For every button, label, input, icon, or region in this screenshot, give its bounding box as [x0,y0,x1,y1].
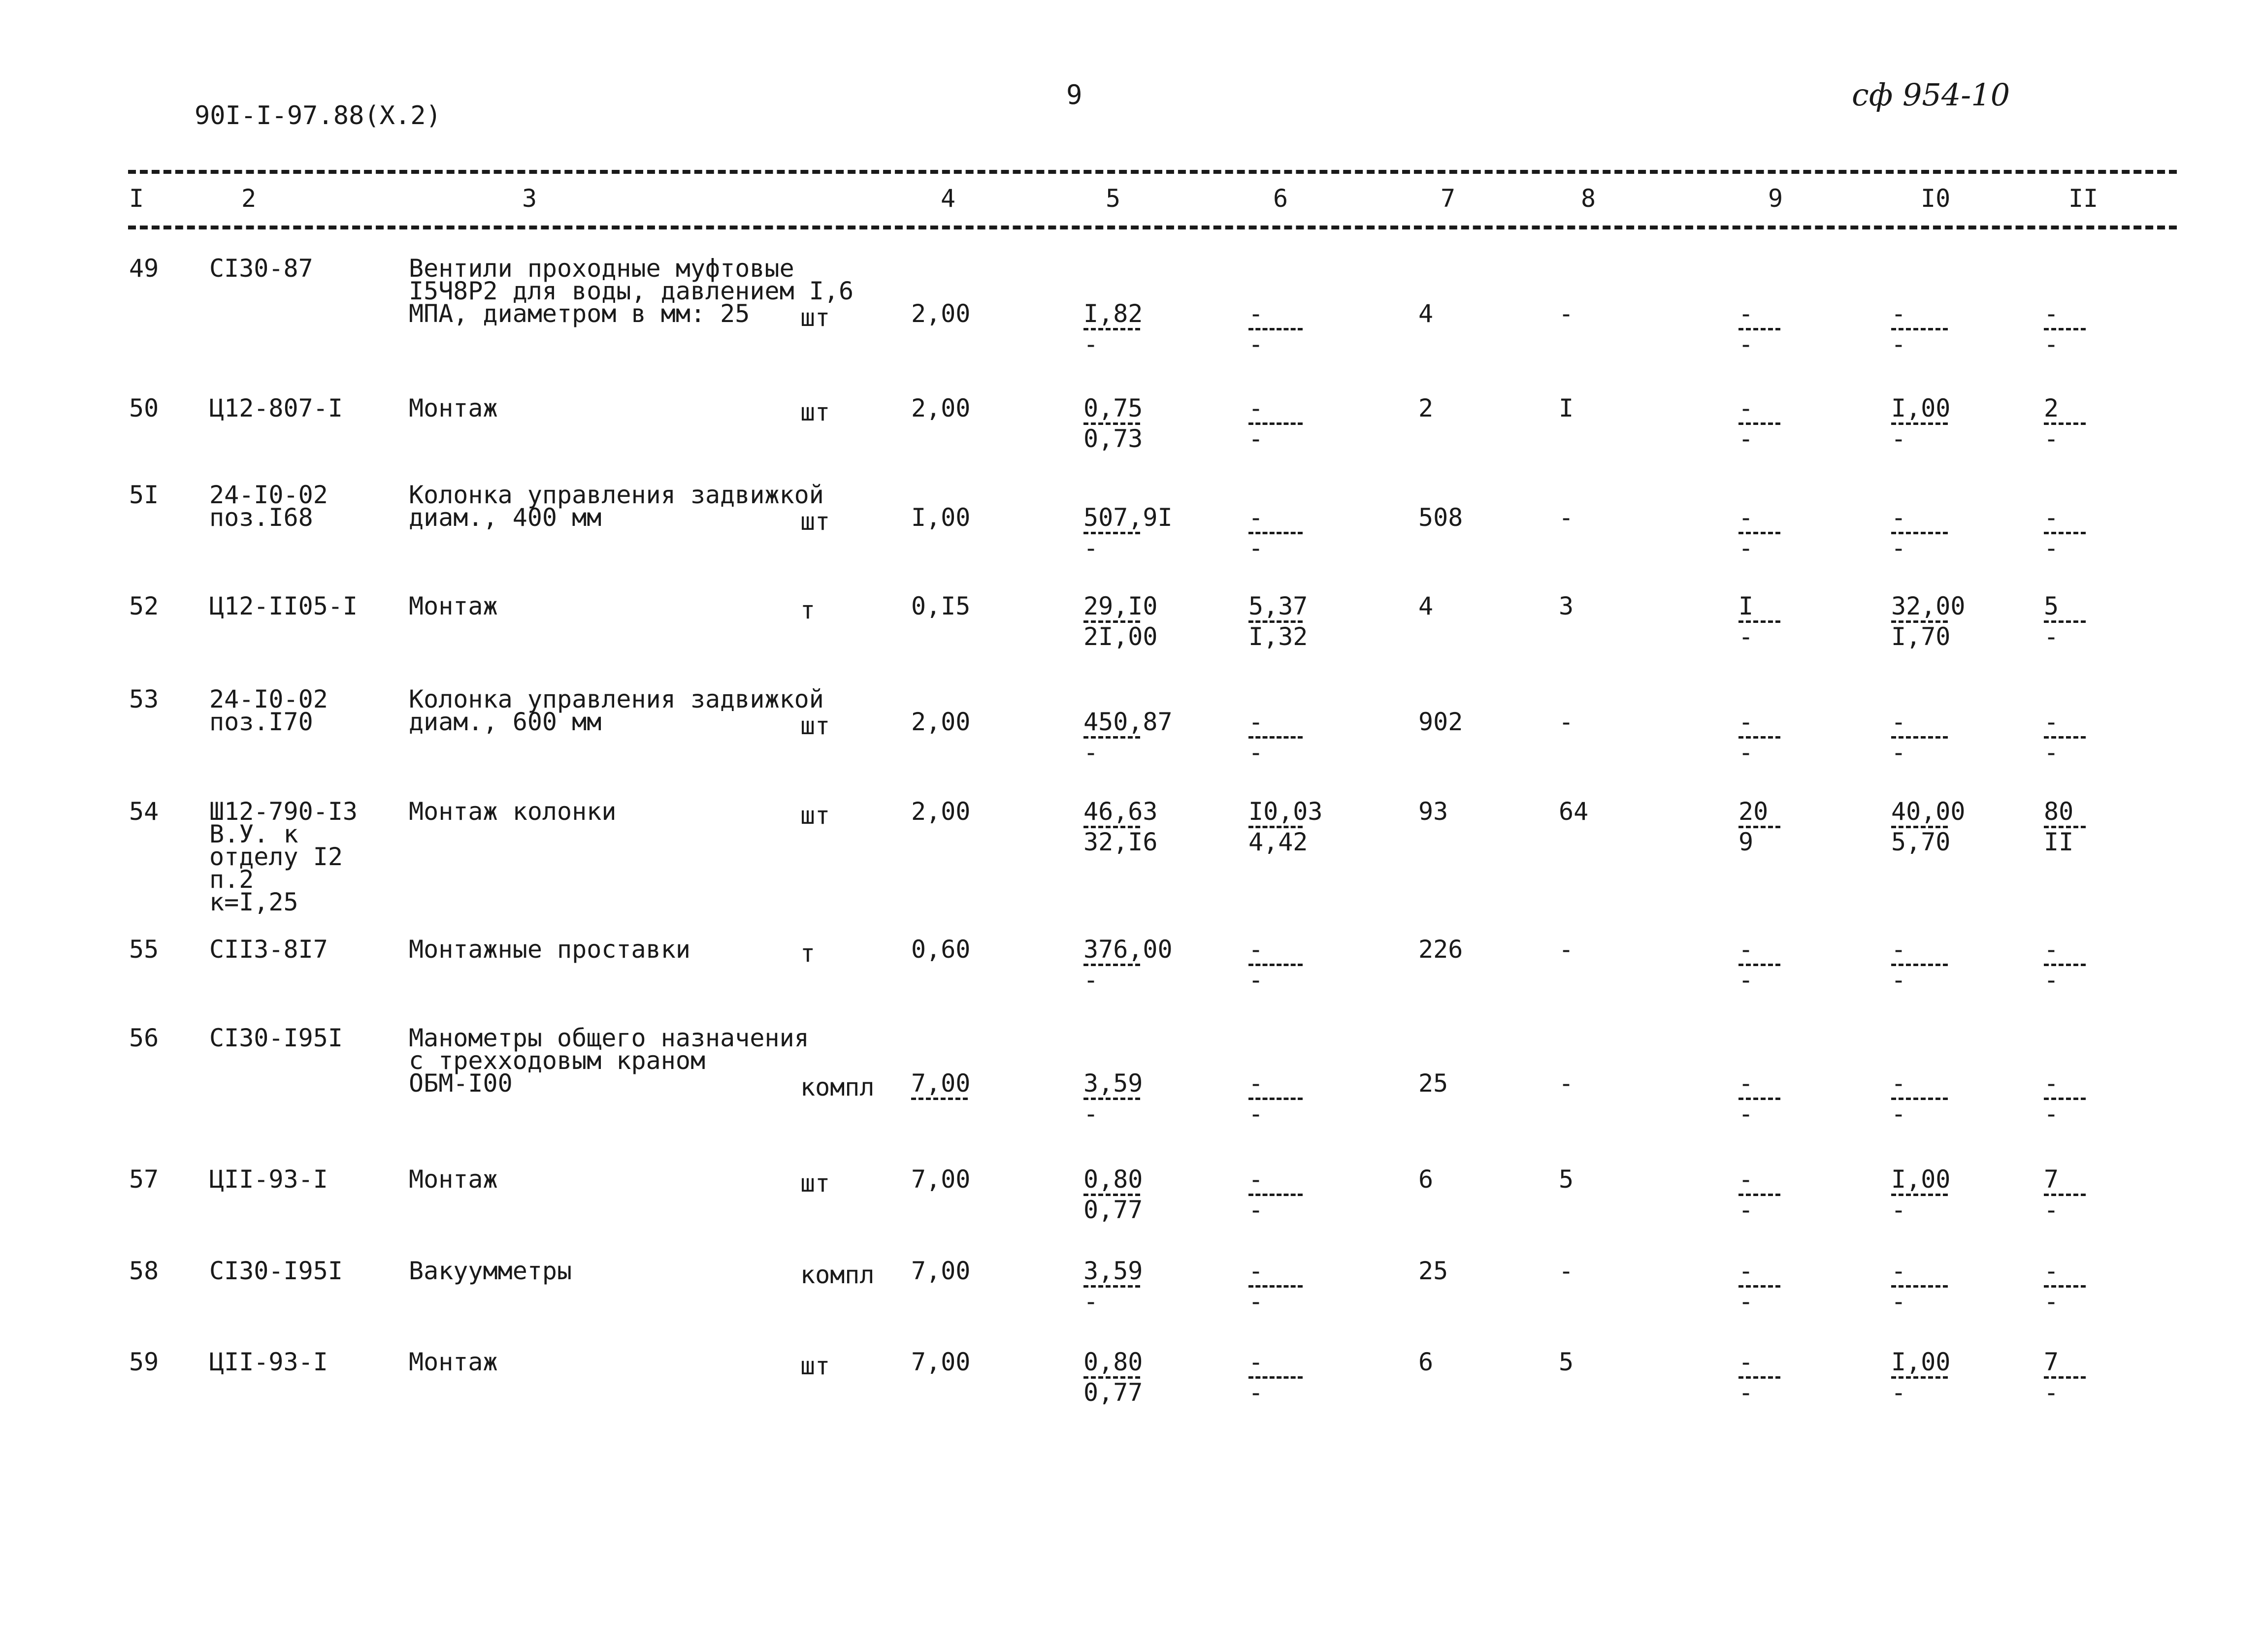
rate-code: 24-I0-02 [209,481,328,509]
value-c5-top: 46,63 [1083,797,1158,826]
work-description: диам., 600 мм [409,708,602,736]
value-c10-bottom: - [1891,1100,1906,1128]
row-number: 54 [129,797,159,826]
value-c5-bottom: 0,73 [1083,424,1143,453]
value-c6-top: - [1248,1069,1264,1098]
value-c5-top: 0,80 [1083,1165,1143,1194]
column-header-1: I [129,184,144,213]
value-c11-top: 7 [2044,1165,2059,1194]
quantity: 0,60 [911,935,971,964]
quantity: 2,00 [911,299,971,328]
value-c5-bottom: 0,77 [1083,1196,1143,1224]
value-c8: 5 [1559,1165,1574,1194]
value-c6-bottom: I,32 [1248,622,1308,651]
value-c10-top: - [1891,1257,1906,1285]
value-c8: 64 [1559,797,1589,826]
value-c8: I [1559,394,1574,422]
value-c10-top: - [1891,503,1906,532]
value-c5-bottom: - [1083,1100,1099,1128]
work-description: Колонка управления задвижкой [409,685,824,713]
rate-code: Ш12-790-I3 [209,797,358,826]
value-c5-bottom: - [1083,966,1099,994]
value-c5-bottom: 2I,00 [1083,622,1158,651]
column-header-6: 6 [1273,184,1288,213]
value-c11-top: 2 [2044,394,2059,422]
work-description: Монтаж [409,1165,498,1194]
value-c9-top: - [1738,1348,1754,1376]
unit-of-measure: шт [800,1352,830,1380]
rate-code: ЦII-93-I [209,1348,328,1376]
row-number: 55 [129,935,159,964]
value-c11-top: - [2044,299,2059,328]
value-c7: 25 [1418,1257,1448,1285]
value-c11-top: 80 [2044,797,2074,826]
unit-of-measure: шт [800,712,830,740]
value-c7: 4 [1418,299,1434,328]
value-c9-bottom: - [1738,1196,1754,1224]
value-c11-top: - [2044,503,2059,532]
value-c9-top: - [1738,394,1754,422]
work-description: МПА, диаметром в мм: 25 [409,299,750,328]
work-description: Колонка управления задвижкой [409,481,824,509]
value-c9-top: I [1738,592,1754,620]
value-c5-top: 376,00 [1083,935,1173,964]
value-c7: 226 [1418,935,1463,964]
row-number: 5I [129,481,159,509]
value-c6-top: I0,03 [1248,797,1323,826]
work-description: ОБМ-I00 [409,1069,513,1098]
value-c8: 5 [1559,1348,1574,1376]
value-c9-top: 20 [1738,797,1769,826]
work-description: Монтажные проставки [409,935,690,964]
row-number: 56 [129,1024,159,1052]
value-c9-bottom: - [1738,1287,1754,1316]
value-c6-top: - [1248,935,1264,964]
value-c10-top: 32,00 [1891,592,1966,620]
value-c10-bottom: - [1891,424,1906,453]
quantity: 2,00 [911,708,971,736]
value-c5-top: 0,75 [1083,394,1143,422]
row-number: 52 [129,592,159,620]
value-c9-top: - [1738,1257,1754,1285]
value-c9-bottom: - [1738,738,1754,767]
column-header-11: II [2068,184,2099,213]
value-c6-bottom: - [1248,1378,1264,1407]
value-c5-bottom: - [1083,1287,1099,1316]
value-c10-bottom: 5,70 [1891,828,1951,856]
value-c9-top: - [1738,935,1754,964]
value-c5-top: 0,80 [1083,1348,1143,1376]
column-header-7: 7 [1441,184,1456,213]
value-c11-bottom: - [2044,966,2059,994]
value-c5-bottom: 32,I6 [1083,828,1158,856]
value-c10-top: I,00 [1891,394,1951,422]
value-c8: - [1559,935,1574,964]
value-c9-top: - [1738,1165,1754,1194]
value-c8: - [1559,1069,1574,1098]
value-c7: 2 [1418,394,1434,422]
quantity: 7,00 [911,1069,971,1098]
value-c10-bottom: - [1891,738,1906,767]
value-c6-bottom: - [1248,966,1264,994]
value-c7: 6 [1418,1348,1434,1376]
value-c11-top: 5 [2044,592,2059,620]
unit-of-measure: шт [800,801,830,830]
value-c6-top: - [1248,394,1264,422]
value-c11-bottom: - [2044,1196,2059,1224]
value-c11-bottom: - [2044,622,2059,651]
value-c5-top: 450,87 [1083,708,1173,736]
rate-code: п.2 [209,865,254,894]
value-c10-top: - [1891,1069,1906,1098]
rate-code: поз.I68 [209,503,313,532]
value-c11-bottom: - [2044,534,2059,562]
value-c6-top: - [1248,299,1264,328]
quantity: 7,00 [911,1348,971,1376]
value-c9-top: - [1738,299,1754,328]
value-c7: 25 [1418,1069,1448,1098]
unit-of-measure: шт [800,1169,830,1198]
value-c8: - [1559,299,1574,328]
rate-code: поз.I70 [209,708,313,736]
value-c7: 4 [1418,592,1434,620]
value-c5-bottom: - [1083,738,1099,767]
unit-of-measure: т [800,939,816,968]
rate-code: В.У. к [209,820,298,848]
value-c6-bottom: - [1248,1196,1264,1224]
column-header-10: I0 [1921,184,1951,213]
value-c9-top: - [1738,708,1754,736]
value-c11-top: - [2044,1257,2059,1285]
value-c6-bottom: 4,42 [1248,828,1308,856]
value-c5-top: I,82 [1083,299,1143,328]
value-c9-bottom: - [1738,534,1754,562]
value-c6-top: - [1248,1257,1264,1285]
value-c6-bottom: - [1248,1100,1264,1128]
value-c6-bottom: - [1248,330,1264,358]
value-c11-bottom: II [2044,828,2074,856]
value-c5-bottom: 0,77 [1083,1378,1143,1407]
value-c9-bottom: - [1738,424,1754,453]
rate-code: Ц12-807-I [209,394,343,422]
value-c9-top: - [1738,1069,1754,1098]
value-c6-top: - [1248,503,1264,532]
value-c8: - [1559,1257,1574,1285]
quantity: 2,00 [911,797,971,826]
quantity: 2,00 [911,394,971,422]
header-bottom-rule [128,226,2177,229]
value-c11-bottom: - [2044,1287,2059,1316]
value-c5-top: 507,9I [1083,503,1173,532]
rate-code: ЦII-93-I [209,1165,328,1194]
value-c6-bottom: - [1248,424,1264,453]
value-c10-top: I,00 [1891,1348,1951,1376]
value-c6-bottom: - [1248,1287,1264,1316]
value-c5-top: 29,I0 [1083,592,1158,620]
rate-code: к=I,25 [209,888,298,916]
rate-code: Ц12-II05-I [209,592,358,620]
value-c11-top: - [2044,1069,2059,1098]
value-c5-bottom: - [1083,330,1099,358]
row-number: 50 [129,394,159,422]
value-c10-bottom: - [1891,330,1906,358]
quantity-underline [911,1098,968,1100]
row-number: 49 [129,254,159,283]
handwritten-reference: сф 954-10 [1852,77,2010,113]
value-c10-bottom: - [1891,1196,1906,1224]
column-header-5: 5 [1106,184,1121,213]
value-c7: 93 [1418,797,1448,826]
value-c5-bottom: - [1083,534,1099,562]
value-c11-bottom: - [2044,1100,2059,1128]
work-description: Монтаж [409,1348,498,1376]
page-number: 9 [1066,79,1082,110]
unit-of-measure: компл [800,1073,875,1101]
value-c10-top: I,00 [1891,1165,1951,1194]
column-header-9: 9 [1768,184,1783,213]
rate-code: CI30-I95I [209,1024,343,1052]
value-c6-bottom: - [1248,534,1264,562]
value-c7: 6 [1418,1165,1434,1194]
unit-of-measure: шт [800,507,830,536]
quantity: 7,00 [911,1257,971,1285]
value-c10-top: - [1891,299,1906,328]
value-c8: 3 [1559,592,1574,620]
value-c11-bottom: - [2044,738,2059,767]
value-c11-bottom: - [2044,1378,2059,1407]
work-description: Вентили проходные муфтовые [409,254,794,283]
work-description: Вакуумметры [409,1257,572,1285]
value-c5-top: 3,59 [1083,1069,1143,1098]
unit-of-measure: т [800,596,816,624]
value-c10-top: 40,00 [1891,797,1966,826]
row-number: 57 [129,1165,159,1194]
value-c11-top: - [2044,708,2059,736]
work-description: Монтаж [409,592,498,620]
work-description: I5Ч8Р2 для воды, давлением I,6 [409,277,854,305]
value-c11-top: - [2044,935,2059,964]
work-description: с трехходовым краном [409,1046,706,1075]
value-c10-bottom: - [1891,1287,1906,1316]
value-c6-top: 5,37 [1248,592,1308,620]
value-c10-top: - [1891,935,1906,964]
value-c8: - [1559,708,1574,736]
row-number: 58 [129,1257,159,1285]
unit-of-measure: шт [800,398,830,426]
work-description: диам., 400 мм [409,503,602,532]
value-c9-bottom: - [1738,622,1754,651]
value-c9-top: - [1738,503,1754,532]
value-c10-bottom: - [1891,966,1906,994]
column-header-3: 3 [522,184,537,213]
value-c9-bottom: 9 [1738,828,1754,856]
work-description: Манометры общего назначения [409,1024,809,1052]
row-number: 53 [129,685,159,713]
quantity: 0,I5 [911,592,971,620]
value-c7: 902 [1418,708,1463,736]
value-c9-bottom: - [1738,1378,1754,1407]
value-c10-bottom: - [1891,534,1906,562]
value-c11-top: 7 [2044,1348,2059,1376]
value-c6-bottom: - [1248,738,1264,767]
value-c9-bottom: - [1738,1100,1754,1128]
value-c9-bottom: - [1738,966,1754,994]
value-c11-bottom: - [2044,424,2059,453]
value-c6-top: - [1248,1348,1264,1376]
value-c9-bottom: - [1738,330,1754,358]
value-c6-top: - [1248,1165,1264,1194]
value-c10-top: - [1891,708,1906,736]
rate-code: 24-I0-02 [209,685,328,713]
work-description: Монтаж [409,394,498,422]
value-c8: - [1559,503,1574,532]
rate-code: CII3-8I7 [209,935,328,964]
rate-code: CI30-87 [209,254,313,283]
document-code: 90I-I-97.88(X.2) [195,101,441,130]
value-c11-bottom: - [2044,330,2059,358]
rate-code: CI30-I95I [209,1257,343,1285]
value-c10-bottom: I,70 [1891,622,1951,651]
value-c6-top: - [1248,708,1264,736]
value-c7: 508 [1418,503,1463,532]
header-top-rule [128,170,2177,174]
value-c10-bottom: - [1891,1378,1906,1407]
row-number: 59 [129,1348,159,1376]
quantity: 7,00 [911,1165,971,1194]
column-header-8: 8 [1581,184,1596,213]
unit-of-measure: шт [800,303,830,332]
work-description: Монтаж колонки [409,797,617,826]
rate-code: отделу I2 [209,842,343,871]
column-header-4: 4 [941,184,956,213]
unit-of-measure: компл [800,1261,875,1289]
quantity: I,00 [911,503,971,532]
column-header-2: 2 [241,184,257,213]
value-c5-top: 3,59 [1083,1257,1143,1285]
